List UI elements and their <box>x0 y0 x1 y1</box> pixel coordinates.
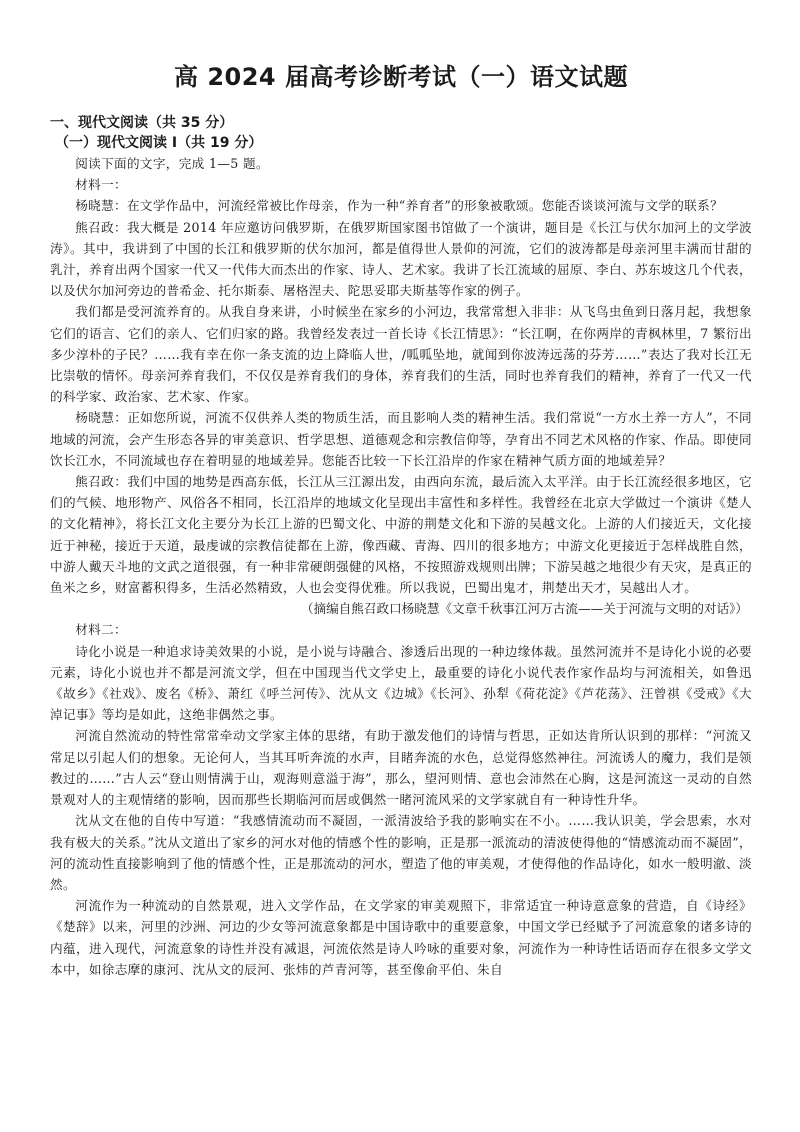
section-heading: 一、现代文阅读（共 35 分） <box>50 115 234 131</box>
material-one-label: 材料一： <box>75 177 127 193</box>
reading-instruction: 阅读下面的文字，完成 1—5 题。 <box>75 156 269 171</box>
material-one-paragraph: 杨晓慧：正如您所说，河流不仅供养人类的物质生活，而且影响人类的精神生活。我们常说“一方水土养一方人”，不同地域的河流，会产生形态各异的审美意识、哲学思想、道德观念和宗教信仰等，孕育出不同艺术风格的作家、作品。即使同饮长江水，不同流域也存在着明显的地域差异。您能否比较一下长江沿岸的作家在精神气质方面的地域差异？ <box>50 410 752 468</box>
material-one-paragraph: 熊召政：我大概是 2014 年应邀访问俄罗斯，在俄罗斯国家图书馆做了一个演讲，题目是《长江与伏尔加河上的文学波涛》。其中，我讲到了中国的长江和俄罗斯的伏尔加河，都是值得世人景仰的河流，它们的波涛都是母亲河里丰满而甘甜的乳汁，养育出两个国家一代又一代伟大而杰出的作家、诗人、艺术家。我讲了长江流域的屈原、李白、苏东坡这几个代表，以及伏尔加河旁边的普希金、托尔斯泰、屠格涅夫、陀思妥耶夫斯基等作家的例子。 <box>50 219 752 299</box>
material-two-paragraph: 沈从文在他的自传中写道：“我感情流动而不凝固，一派清波给予我的影响实在不小。……我认识美，学会思索，水对我有极大的关系。”沈从文道出了家乡的河水对他的情感个性的影响，正是那一派流动的清波使得他的“情感流动而不凝固”，河的流动性直接影响到了他的情感个性，正是那流动的河水，塑造了他的审美观，才使得他的作品诗化，如水一般明澈、淡然。 <box>50 813 752 892</box>
material-two-paragraph: 河流自然流动的特性常常牵动文学家主体的思绪，有助于激发他们的诗情与哲思，正如达肯所认识到的那样：“河流又常足以引起人们的想象。无论何人，当其耳听奔流的水声，目睹奔流的水色，总觉得悠然神往。河流诱人的魔力，我们是领教过的……”古人云“登山则情满于山，观海则意溢于海”，那么，望河则情、意也会沛然在心胸，这是河流这一灵动的自然景观对人的主观情绪的影响，因而那些长期临河而居或偶然一睹河流风采的文学家就自有一种诗性升华。 <box>50 728 752 808</box>
material-two-label: 材料二： <box>75 622 127 638</box>
material-two-paragraph: 诗化小说是一种追求诗美效果的小说，是小说与诗融合、渗透后出现的一种边缘体裁。虽然河流并不是诗化小说的必要元素，诗化小说也并不都是河流文学，但在中国现当代文学史上，最重要的诗化小说代表作家作品均与河流相关，如鲁迅《故乡》《社戏》、废名《桥》、萧红《呼兰河传》、沈从文《边城》《长河》、孙犁《荷花淀》《芦花荡》、汪曾祺《受戒》《大淖记事》等均是如此，这绝非偶然之事。 <box>50 643 752 723</box>
material-two-paragraph: 河流作为一种流动的自然景观，进入文学作品，在文学家的审美观照下，非常适宜一种诗意意象的营造，自《诗经》《楚辞》以来，河里的沙洲、河边的少女等河流意象都是中国诗歌中的重要意象，中国文学已经赋予了河流意象的诸多诗的内蕴，进入现代，河流意象的诗性并没有减退，河流依然是诗人吟咏的重要对象，河流作为一种诗性话语而存在很多文学文本中，如徐志摩的康河、沈从文的辰河、张炜的芦青河等，甚至像俞平伯、朱自 <box>50 898 752 977</box>
exam-title: 高 2024 届高考诊断考试（一）语文试题 <box>173 63 628 91</box>
material-one-paragraph: 我们都是受河流养育的。从我自身来讲，小时候坐在家乡的小河边，我常常想入非非：从飞鸟虫鱼到日落月起，我想象它们的语言、它们的亲人、它们归家的路。我曾经发表过一首长诗《长江情思》：“长江啊，在你两岸的青枫林里，7 繁衍出多少淳朴的子民？……我有幸在你一条支流的边上降临人世，/呱呱坠地，就闻到你波涛远荡的芬芳……”表达了我对长江无比崇敬的情怀。母亲河养育我们，不仅仅是养育我们的身体，养育我们的生活，同时也养育我们的精神，养育了一代又一代的科学家、政治家、艺术家、作家。 <box>50 304 752 405</box>
subsection-heading: （一）现代文阅读 I（共 19 分） <box>55 135 263 151</box>
material-one-source: （摘编自熊召政口杨晓慧《文章千秋事江河万古流——关于河流与文明的对话》） <box>300 601 748 617</box>
material-one-paragraph: 杨晓慧：在文学作品中，河流经常被比作母亲，作为一种“养育者”的形象被歌颂。您能否谈谈河流与文学的联系？ <box>75 198 724 214</box>
material-one-paragraph: 熊召政：我们中国的地势是西高东低，长江从三江源出发，由西向东流，最后流入太平洋。由于长江流经很多地区，它们的气候、地形物产、风俗各不相同，长江沿岸的地域文化呈现出丰富性和多样性。我曾经在北京大学做过一个演讲《楚人的文化精神》，将长江文化主要分为长江上游的巴蜀文化、中游的荆楚文化和下游的吴越文化。上游的人们接近天，文化接近于神秘，接近于天道，最虔诚的宗教信徒都在上游，像西藏、青海、四川的很多地方；中游文化更接近于怎样战胜自然，中游人戴天斗地的文武之道很强，有一种非常硬朗强健的风格，不按照游戏规则出牌；下游吴越之地很少有天灾，是真正的鱼米之乡，财富蓄积得多，生活必然精致，人也会变得优雅。所以我说，巴蜀出鬼才，荆楚出天才，吴越出人才。 <box>50 474 752 596</box>
